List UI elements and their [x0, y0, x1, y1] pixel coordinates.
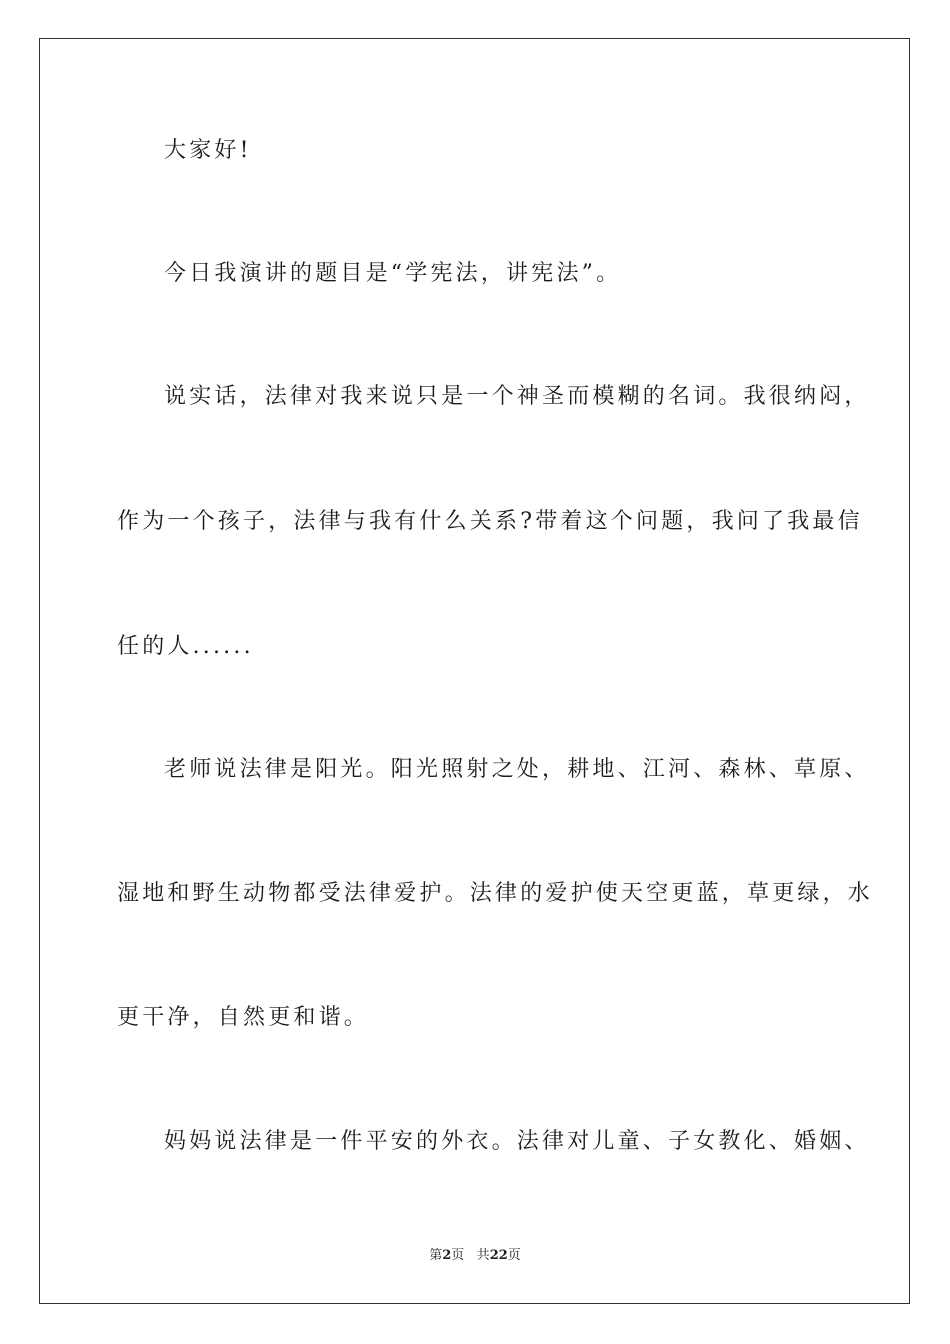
paragraph-line: 湿地和野生动物都受法律爱护。法律的爱护使天空更蓝，草更绿，水 [117, 881, 874, 906]
total-prefix: 共 [476, 1248, 490, 1263]
paragraph-line: 任的人...... [117, 634, 254, 659]
paragraph-line: 说实话，法律对我来说只是一个神圣而模糊的名词。我很纳闷， [164, 384, 870, 409]
paragraph-greeting: 大家好! [164, 138, 252, 163]
paragraph-line: 妈妈说法律是一件平安的外衣。法律对儿童、子女教化、婚姻、 [164, 1129, 870, 1154]
page-suffix: 页 [451, 1248, 465, 1263]
page-border [39, 38, 910, 1304]
total-pages: 22 [489, 1248, 508, 1263]
paragraph-line: 更干净，自然更和谐。 [117, 1005, 370, 1030]
page-number: 2 [442, 1248, 452, 1263]
total-suffix: 页 [507, 1248, 521, 1263]
page-prefix: 第 [429, 1248, 443, 1263]
page-footer [0, 1247, 950, 1265]
paragraph-line: 老师说法律是阳光。阳光照射之处，耕地、江河、森林、草原、 [164, 757, 870, 782]
paragraph-line: 作为一个孩子，法律与我有什么关系?带着这个问题，我问了我最信 [117, 509, 863, 534]
paragraph-topic: 今日我演讲的题目是“学宪法，讲宪法”。 [164, 261, 622, 286]
